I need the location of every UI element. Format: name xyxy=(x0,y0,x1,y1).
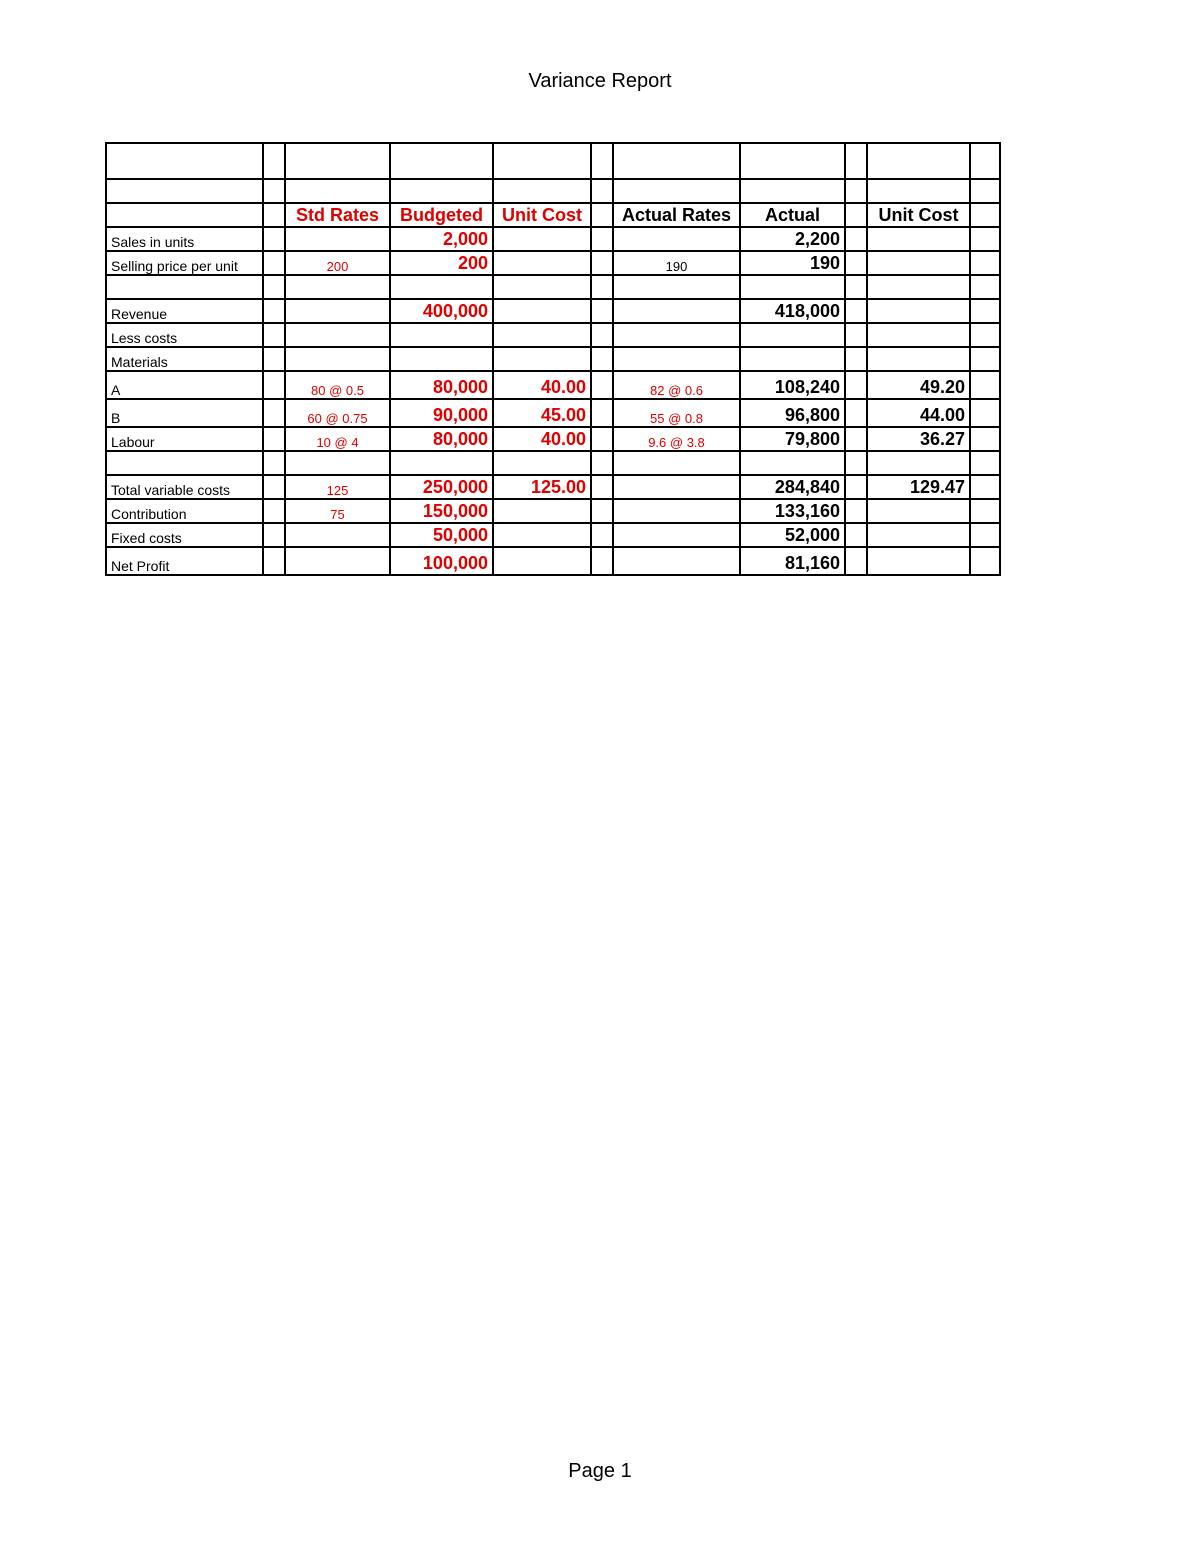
table-row xyxy=(106,499,1000,523)
page-footer: Page 1 xyxy=(568,1460,632,1482)
budgeted-value: 80,000 xyxy=(390,371,493,399)
budgeted-value: 90,000 xyxy=(390,399,493,427)
actual-value: 79,800 xyxy=(740,427,845,451)
actual-value: 284,840 xyxy=(740,475,845,499)
variance-table xyxy=(105,142,1001,576)
actual-rate-value: 55 @ 0.8 xyxy=(613,399,740,427)
budgeted-value: 50,000 xyxy=(390,523,493,547)
header-std-rates: Std Rates xyxy=(285,203,390,227)
actual-rate-value: 9.6 @ 3.8 xyxy=(613,427,740,451)
row-label: Selling price per unit xyxy=(106,251,263,275)
budgeted-value: 80,000 xyxy=(390,427,493,451)
table-row xyxy=(106,323,1000,347)
row-label: Less costs xyxy=(106,323,263,347)
std-rate-value: 125 xyxy=(285,475,390,499)
budgeted-value: 100,000 xyxy=(390,547,493,575)
actual-rate-value: 190 xyxy=(613,251,740,275)
table-row xyxy=(106,371,1000,399)
budgeted-value: 200 xyxy=(390,251,493,275)
std-rate-value: 200 xyxy=(285,251,390,275)
row-label: Revenue xyxy=(106,299,263,323)
table-row xyxy=(106,427,1000,451)
budgeted-value: 150,000 xyxy=(390,499,493,523)
std-rate-value: 75 xyxy=(285,499,390,523)
unit-cost-budget-value: 40.00 xyxy=(493,427,591,451)
table-row xyxy=(106,523,1000,547)
table-row xyxy=(106,251,1000,275)
header-actual-rates: Actual Rates xyxy=(613,203,740,227)
table-row xyxy=(106,347,1000,371)
row-label: Labour xyxy=(106,427,263,451)
budgeted-value: 250,000 xyxy=(390,475,493,499)
blank-row xyxy=(106,275,1000,299)
actual-value: 96,800 xyxy=(740,399,845,427)
row-label: Total variable costs xyxy=(106,475,263,499)
table-row xyxy=(106,547,1000,575)
actual-value: 2,200 xyxy=(740,227,845,251)
actual-value: 190 xyxy=(740,251,845,275)
budgeted-value: 400,000 xyxy=(390,299,493,323)
std-rate-value: 10 @ 4 xyxy=(285,427,390,451)
table-row xyxy=(106,475,1000,499)
row-label: B xyxy=(106,399,263,427)
row-label: Net Profit xyxy=(106,547,263,575)
actual-value: 108,240 xyxy=(740,371,845,399)
table-top-row xyxy=(106,143,1000,179)
budgeted-value: 2,000 xyxy=(390,227,493,251)
blank-row xyxy=(106,179,1000,203)
std-rate-value: 60 @ 0.75 xyxy=(285,399,390,427)
actual-rate-value: 82 @ 0.6 xyxy=(613,371,740,399)
unit-cost-budget-value: 125.00 xyxy=(493,475,591,499)
actual-value: 52,000 xyxy=(740,523,845,547)
row-label: A xyxy=(106,371,263,399)
unit-cost-actual-value: 44.00 xyxy=(867,399,970,427)
page-title: Variance Report xyxy=(528,70,672,92)
table-row xyxy=(106,227,1000,251)
table-row xyxy=(106,299,1000,323)
actual-value: 81,160 xyxy=(740,547,845,575)
unit-cost-actual-value: 49.20 xyxy=(867,371,970,399)
actual-value: 418,000 xyxy=(740,299,845,323)
std-rate-value: 80 @ 0.5 xyxy=(285,371,390,399)
row-label: Fixed costs xyxy=(106,523,263,547)
row-label: Sales in units xyxy=(106,227,263,251)
row-label: Materials xyxy=(106,347,263,371)
blank-row xyxy=(106,451,1000,475)
header-budgeted: Budgeted xyxy=(390,203,493,227)
unit-cost-actual-value: 129.47 xyxy=(867,475,970,499)
row-label: Contribution xyxy=(106,499,263,523)
table-row xyxy=(106,399,1000,427)
header-actual: Actual xyxy=(740,203,845,227)
header-unit-cost-budget: Unit Cost xyxy=(493,203,591,227)
unit-cost-budget-value: 45.00 xyxy=(493,399,591,427)
header-row xyxy=(106,203,1000,227)
unit-cost-actual-value: 36.27 xyxy=(867,427,970,451)
actual-value: 133,160 xyxy=(740,499,845,523)
unit-cost-budget-value: 40.00 xyxy=(493,371,591,399)
header-unit-cost-actual: Unit Cost xyxy=(867,203,970,227)
